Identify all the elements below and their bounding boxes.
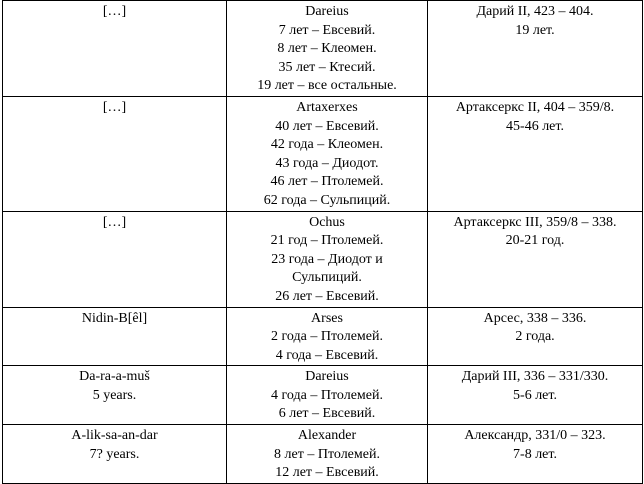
cell-line: Ochus (309, 214, 345, 230)
cell-line: Dareius (305, 4, 349, 19)
cell-line: 5-6 лет. (513, 387, 557, 403)
greek-name-cell (227, 425, 428, 484)
cell-line: 23 года – Диодот и (271, 251, 383, 267)
greek-name-cell (227, 366, 428, 425)
cell-line: 35 лет – Ктесий. (278, 59, 376, 75)
cell-line: Александр, 331/0 – 323. (464, 428, 606, 444)
cell-line: 7? years. (89, 446, 140, 462)
greek-name-cell (227, 1, 428, 97)
cuneiform-name-cell (3, 211, 227, 307)
cell-line: 4 года – Евсевий. (275, 347, 379, 363)
cell-line: 42 года – Клеомен. (270, 137, 384, 153)
cuneiform-name-cell (3, 366, 227, 425)
cell-line: Dareius (305, 369, 349, 385)
russian-name-cell (428, 211, 643, 307)
cell-line: 6 лет – Евсевий. (278, 406, 376, 422)
cuneiform-name-cell (3, 1, 227, 97)
cell-line: 26 лет – Евсевий. (275, 288, 379, 304)
table-row (3, 211, 643, 307)
cell-line: 20-21 год. (505, 233, 565, 249)
cell-line: Артаксеркс III, 359/8 – 338. (453, 214, 617, 230)
russian-name-cell (428, 425, 643, 484)
cell-line: Arses (311, 310, 343, 326)
cell-line: 8 лет – Клеомен. (277, 41, 377, 57)
russian-name-cell (428, 96, 643, 211)
greek-name-cell (227, 96, 428, 211)
cell-line: 62 года – Сульпиций. (263, 192, 391, 208)
cell-line: 45-46 лет. (506, 118, 564, 134)
cuneiform-name-cell (3, 425, 227, 484)
cell-line: 5 years. (92, 387, 137, 403)
cell-line: Артаксеркс II, 404 – 359/8. (455, 99, 615, 115)
cell-line: 40 лет – Евсевий. (275, 118, 379, 134)
russian-name-cell (428, 307, 643, 366)
cell-line: 19 лет – все остальные. (257, 78, 397, 94)
cell-line: 7 лет – Евсевий. (278, 22, 376, 38)
cuneiform-name-cell (3, 96, 227, 211)
cuneiform-name-cell (3, 307, 227, 366)
table-row (3, 1, 643, 97)
cell-line: Nidin-B[êl] (81, 310, 148, 326)
cell-line: 2 года. (515, 329, 555, 345)
cell-line: Сульпиций. (292, 270, 362, 286)
cell-line: […] (102, 214, 127, 230)
table-row (3, 96, 643, 211)
cell-line: Alexander (297, 428, 357, 444)
cell-line: Da-ra-a-muš (79, 369, 150, 385)
cell-line: 12 лет – Евсевий. (275, 465, 379, 481)
cell-line: Artaxerxes (296, 99, 358, 115)
cell-line: 21 год – Птолемей. (270, 233, 384, 249)
greek-name-cell (227, 211, 428, 307)
cell-line: […] (102, 4, 127, 19)
cell-line: 8 лет – Птолемей. (274, 446, 380, 462)
table-row (3, 307, 643, 366)
table-row (3, 425, 643, 484)
russian-name-cell (428, 366, 643, 425)
chronology-table (2, 0, 643, 484)
cell-line: […] (102, 99, 127, 115)
cell-line: 2 года – Птолемей. (271, 329, 383, 345)
russian-name-cell (428, 1, 643, 97)
cell-line: Арсес, 338 – 336. (483, 310, 587, 326)
cell-line: A-lik-sa-an-dar (71, 428, 158, 444)
cell-line: 7-8 лет. (513, 446, 557, 462)
cell-line: 19 лет. (515, 22, 555, 38)
table-row (3, 366, 643, 425)
cell-line: 4 года – Птолемей. (271, 387, 383, 403)
greek-name-cell (227, 307, 428, 366)
cell-line: 46 лет – Птолемей. (270, 174, 384, 190)
cell-line: Дарий III, 336 – 331/330. (461, 369, 609, 385)
cell-line: Дарий II, 423 – 404. (476, 4, 594, 19)
cell-line: 43 года – Диодот. (275, 155, 379, 171)
